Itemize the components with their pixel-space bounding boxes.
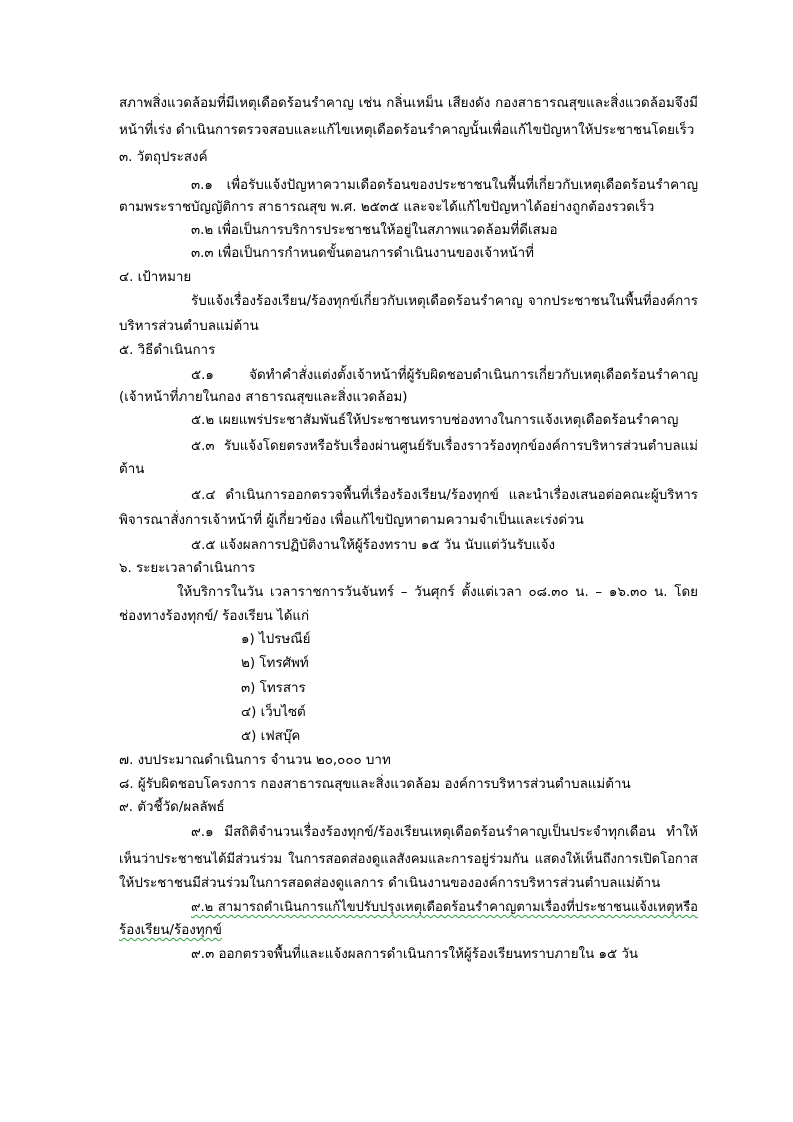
section-3-item-1-line-2: ตามพระราชบัญญัติการ สาธารณสุข พ.ศ. ๒๕๓๕ และจะได้แก้ไขปัญหาได้อย่างถูกต้องรวดเร็ว <box>119 200 655 215</box>
section-9-heading: ๙. ตัวชี้วัด/ผลลัพธ์ <box>119 800 225 815</box>
section-5-item-2: ๕.๒ เผยแพร่ประชาสัมพันธ์ให้ประชาชนทราบช่องทางในการแจ้งเหตุเดือดร้อนรำคาญ <box>191 413 679 428</box>
section-5-item-4-line-1: ๕.๔ ดำเนินการออกตรวจพื้นที่เรื่องร้องเรียน/ร้องทุกข์ และนำเรื่องเสนอต่อคณะผู้บริหาร <box>191 488 698 503</box>
section-5-item-1-line-2: (เจ้าหน้าที่ภายในกอง สาธารณสุขและสิ่งแวดล้อม) <box>119 390 408 405</box>
section-6-body-line-2: ช่องทางร้องทุกข์/ ร้องเรียน ได้แก่ <box>119 609 310 624</box>
channel-item: ๓) โทรสาร <box>241 681 306 696</box>
section-3-item-3: ๓.๓ เพื่อเป็นการกำหนดขั้นตอนการดำเนินงานของเจ้าหน้าที่ <box>191 246 534 261</box>
section-3-item-2: ๓.๒ เพื่อเป็นการบริการประชาชนให้อยู่ในสภาพแวดล้อมที่ดีเสมอ <box>191 223 558 238</box>
section-7-line: ๗. งบประมาณดำเนินการ จำนวน ๒๐,๐๐๐ บาท <box>119 753 391 768</box>
section-9-item-1-line-3: ให้ประชาชนมีส่วนร่วมในการสอดส่องดูแลการ ดำเนินงานขององค์การบริหารส่วนตำบลแม่ต้าน <box>119 876 661 891</box>
channel-item: ๑) ไปรษณีย์ <box>241 632 311 647</box>
section-9-item-1-line-1: ๙.๑ มีสถิติจำนวนเรื่องร้องทุกข์/ร้องเรียนเหตุเดือดร้อนรำคาญเป็นประจำทุกเดือน ทำให้ <box>191 825 698 840</box>
section-6-heading: ๖. ระยะเวลาดำเนินการ <box>119 561 256 576</box>
section-3-item-1-line-1: ๓.๑ เพื่อรับแจ้งปัญหาความเดือดร้อนของประชาชนในพื้นที่เกี่ยวกับเหตุเดือดร้อนรำคาญ <box>191 178 698 193</box>
section-9-item-3: ๙.๓ ออกตรวจพื้นที่และแจ้งผลการดำเนินการให้ผู้ร้องเรียนทราบภายใน ๑๕ วัน <box>191 947 639 962</box>
section-4-body-line-1: รับแจ้งเรื่องร้องเรียน/ร้องทุกข์เกี่ยวกับเหตุเดือดร้อนรำคาญ จากประชาชนในพื้นที่องค์การ <box>191 294 698 309</box>
section-5-heading: ๕. วิธีดำเนินการ <box>119 343 216 358</box>
section-5-item-5: ๕.๕ แจ้งผลการปฏิบัติงานให้ผู้ร้องทราบ ๑๕ วัน นับแต่วันรับแจ้ง <box>191 538 556 553</box>
section-9-item-2-line-2: ร้องเรียน/ร้องทุกข์ <box>119 923 222 938</box>
section-4-heading: ๔. เป้าหมาย <box>119 270 192 285</box>
section-5-item-4-line-2: พิจารณาสั่งการเจ้าหน้าที่ ผู้เกี่ยวข้อง เพื่อแก้ไขปัญหาตามความจำเป็นและเร่งด่วน <box>119 513 584 528</box>
section-3-heading: ๓. วัตถุประสงค์ <box>119 150 208 165</box>
section-5-item-1-line-1: ๕.๑ จัดทำคำสั่งแต่งตั้งเจ้าหน้าที่ผู้รับผิดชอบดำเนินการเกี่ยวกับเหตุเดือดร้อนรำคาญ <box>191 368 698 383</box>
intro-line-2: หน้าที่เร่ง ดำเนินการตรวจสอบและแก้ไขเหตุเดือดร้อนรำคาญนั้นเพื่อแก้ไขปัญหาให้ประชาชนโดยเร็ว <box>119 123 695 138</box>
channel-item: ๔) เว็บไซต์ <box>241 705 306 720</box>
channel-item: ๒) โทรศัพท์ <box>241 656 309 671</box>
channel-item: ๕) เฟสบุ๊ค <box>241 729 301 744</box>
section-9-item-2-line-1: ๙.๒ สามารถดำเนินการแก้ไขปรับปรุงเหตุเดือดร้อนรำคาญตามเรื่องที่ประชาชนแจ้งเหตุหรือ <box>191 900 698 915</box>
section-5-item-3-line-2: ต้าน <box>119 462 145 477</box>
section-6-body-line-1: ให้บริการในวัน เวลาราชการวันจันทร์ – วันศุกร์ ตั้งแต่เวลา ๐๘.๓๐ น. – ๑๖.๓๐ น. โดย <box>177 585 698 600</box>
section-4-body-line-2: บริหารส่วนตำบลแม่ต้าน <box>119 319 259 334</box>
section-9-item-1-line-2: เห็นว่าประชาชนได้มีส่วนร่วม ในการสอดส่องดูแลสังคมและการอยู่ร่วมกัน แสดงให้เห็นถึงการเปิดโอกาส <box>119 852 698 867</box>
section-5-item-3-line-1: ๕.๓ รับแจ้งโดยตรงหรือรับเรื่องผ่านศูนย์รับเรื่องราวร้องทุกข์องค์การบริหารส่วนตำบลแม่ <box>191 439 698 454</box>
intro-line-1: สภาพสิ่งแวดล้อมที่มีเหตุเดือดร้อนรำคาญ เช่น กลิ่นเหม็น เสียงดัง กองสาธารณสุขและสิ่งแวดล้อมจึงมี <box>119 96 698 111</box>
section-8-line: ๘. ผู้รับผิดชอบโครงการ กองสาธารณสุขและสิ่งแวดล้อม องค์การบริหารส่วนตำบลแม่ต้าน <box>119 777 631 792</box>
